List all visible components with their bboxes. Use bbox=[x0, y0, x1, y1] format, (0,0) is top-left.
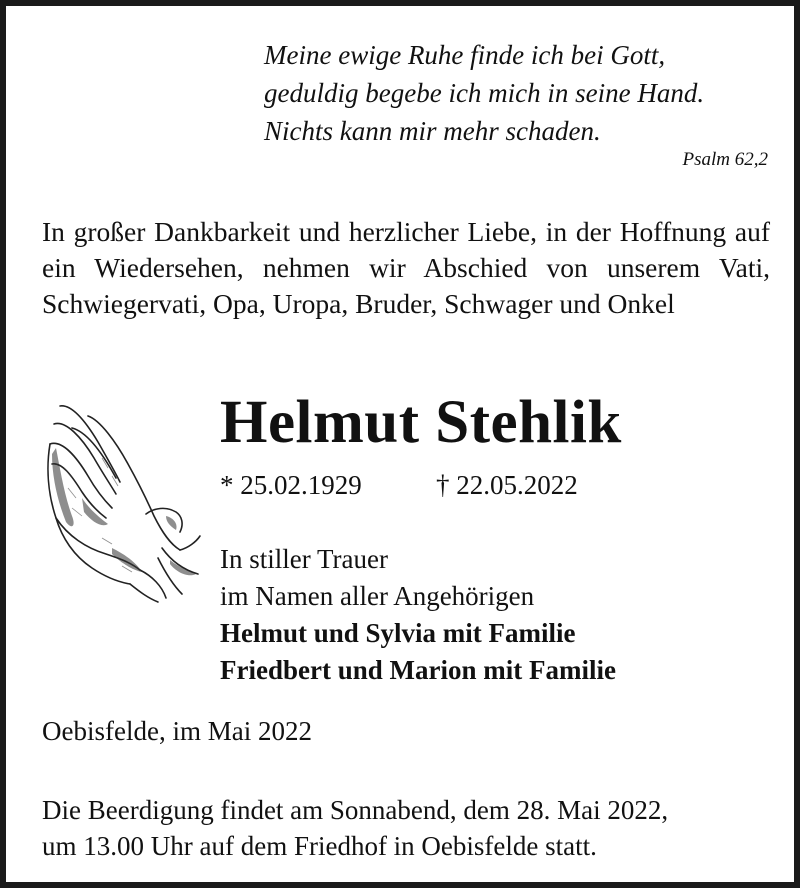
bible-verse bbox=[264, 36, 784, 150]
verse-line: geduldig begebe ich mich in seine Hand. bbox=[264, 78, 705, 108]
praying-hands-icon bbox=[42, 398, 202, 608]
verse-line: Nichts kann mir mehr schaden. bbox=[264, 116, 601, 146]
family-name: Helmut und Sylvia mit Familie bbox=[220, 618, 576, 648]
funeral-line: um 13.00 Uhr auf dem Friedhof in Oebisfelde statt. bbox=[42, 831, 597, 861]
deceased-name: Helmut Stehlik bbox=[220, 389, 622, 456]
verse-line: Meine ewige Ruhe finde ich bei Gott, bbox=[264, 40, 666, 70]
mourning-line: im Namen aller Angehörigen bbox=[220, 581, 535, 611]
mourners-block bbox=[220, 541, 616, 689]
family-name: Friedbert und Marion mit Familie bbox=[220, 655, 616, 685]
verse-source: Psalm 62,2 bbox=[682, 149, 768, 170]
funeral-line: Die Beerdigung findet am Sonnabend, dem 28. Mai 2022, bbox=[42, 795, 669, 825]
place-date: Oebisfelde, im Mai 2022 bbox=[42, 716, 312, 746]
intro-text: In großer Dankbarkeit und herzlicher Liebe, in der Hoffnung auf ein Wiedersehen, nehmen wir Abschied von unserem Vati, Schwiegervati, Opa, Uropa, Bruder, Schwager und Onkel bbox=[42, 216, 770, 319]
funeral-info bbox=[42, 792, 782, 864]
birth-date: * 25.02.1929 bbox=[220, 470, 362, 500]
mourning-line: In stiller Trauer bbox=[220, 544, 388, 574]
death-date: † 22.05.2022 bbox=[436, 470, 578, 500]
